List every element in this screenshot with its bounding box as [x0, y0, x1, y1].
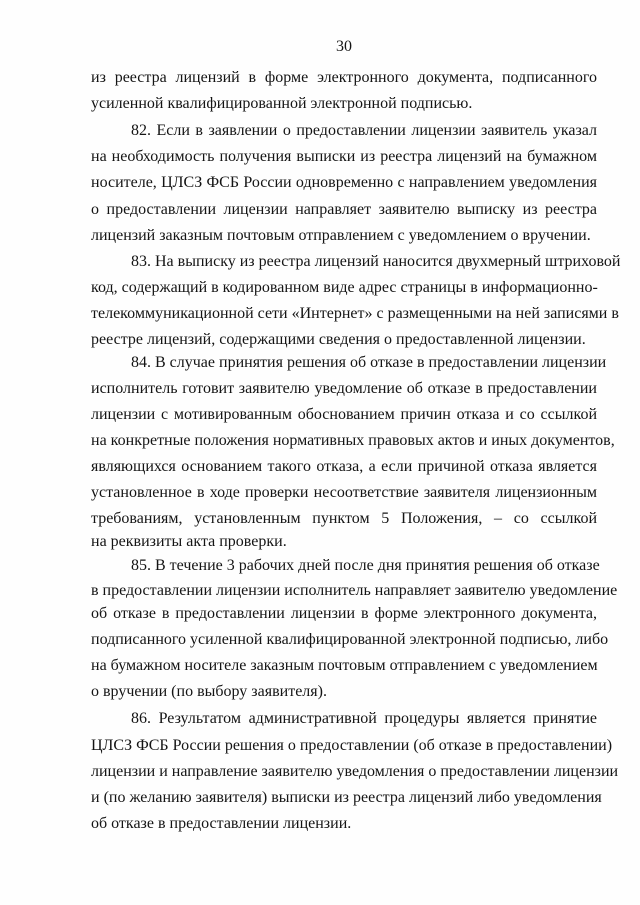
- text-line: усиленной квалифицированной электронной подписью.: [91, 95, 473, 112]
- text-line: ЦЛСЗ ФСБ России решения о предоставлении (об отказе в предоставлении): [91, 737, 613, 754]
- text-line: являющихся основанием такого отказа, а если причиной отказа является: [91, 458, 597, 475]
- page-number: 30: [336, 38, 352, 55]
- text-line: требованиям, установленным пунктом 5 Положения, – со ссылкой: [91, 510, 597, 527]
- text-line: лицензии и направление заявителю уведомления о предоставлении лицензии: [91, 763, 619, 780]
- text-line: об отказе в предоставлении лицензии в форме электронного документа,: [91, 605, 597, 622]
- text-line: из реестра лицензий в форме электронного документа, подписанного: [91, 69, 597, 86]
- text-line: исполнитель готовит заявителю уведомление об отказе в предоставлении: [91, 380, 597, 397]
- text-line: телекоммуникационной сети «Интернет» с размещенными на ней записями в: [91, 305, 619, 322]
- text-line: носителе, ЦЛСЗ ФСБ России одновременно с направлением уведомления: [91, 174, 597, 191]
- text-line: в предоставлении лицензии исполнитель направляет заявителю уведомление: [91, 582, 618, 599]
- text-line: на конкретные положения нормативных правовых актов и иных документов,: [91, 432, 615, 449]
- text-line: на реквизиты акта проверки.: [91, 533, 287, 550]
- text-line: о вручении (по выбору заявителя).: [91, 683, 327, 700]
- text-line: установленное в ходе проверки несоответствие заявителя лицензионным: [91, 484, 597, 501]
- text-line: лицензии с мотивированным обоснованием причин отказа и со ссылкой: [91, 406, 597, 423]
- text-line: на бумажном носителе заказным почтовым отправлением с уведомлением: [91, 657, 598, 674]
- text-line: лицензий заказным почтовым отправлением с уведомлением о вручении.: [91, 227, 591, 244]
- text-line: 86. Результатом административной процедуры является принятие: [131, 710, 597, 727]
- text-line: реестре лицензий, содержащими сведения о предоставленной лицензии.: [91, 331, 586, 348]
- text-line: об отказе в предоставлении лицензии.: [91, 815, 352, 832]
- text-line: 83. На выписку из реестра лицензий наносится двухмерный штриховой: [131, 253, 621, 270]
- text-line: и (по желанию заявителя) выписки из реестра лицензий либо уведомления: [91, 789, 602, 806]
- text-line: о предоставлении лицензии направляет заявителю выписку из реестра: [91, 201, 597, 218]
- text-line: код, содержащий в кодированном виде адрес страницы в информационно-: [91, 279, 598, 296]
- text-line: 85. В течение 3 рабочих дней после дня принятия решения об отказе: [131, 557, 600, 574]
- text-line: 84. В случае принятия решения об отказе в предоставлении лицензии: [131, 354, 607, 371]
- text-line: подписанного усиленной квалифицированной электронной подписью, либо: [91, 631, 609, 648]
- text-line: 82. Если в заявлении о предоставлении лицензии заявитель указал: [131, 122, 597, 139]
- text-line: на необходимость получения выписки из реестра лицензий на бумажном: [91, 148, 597, 165]
